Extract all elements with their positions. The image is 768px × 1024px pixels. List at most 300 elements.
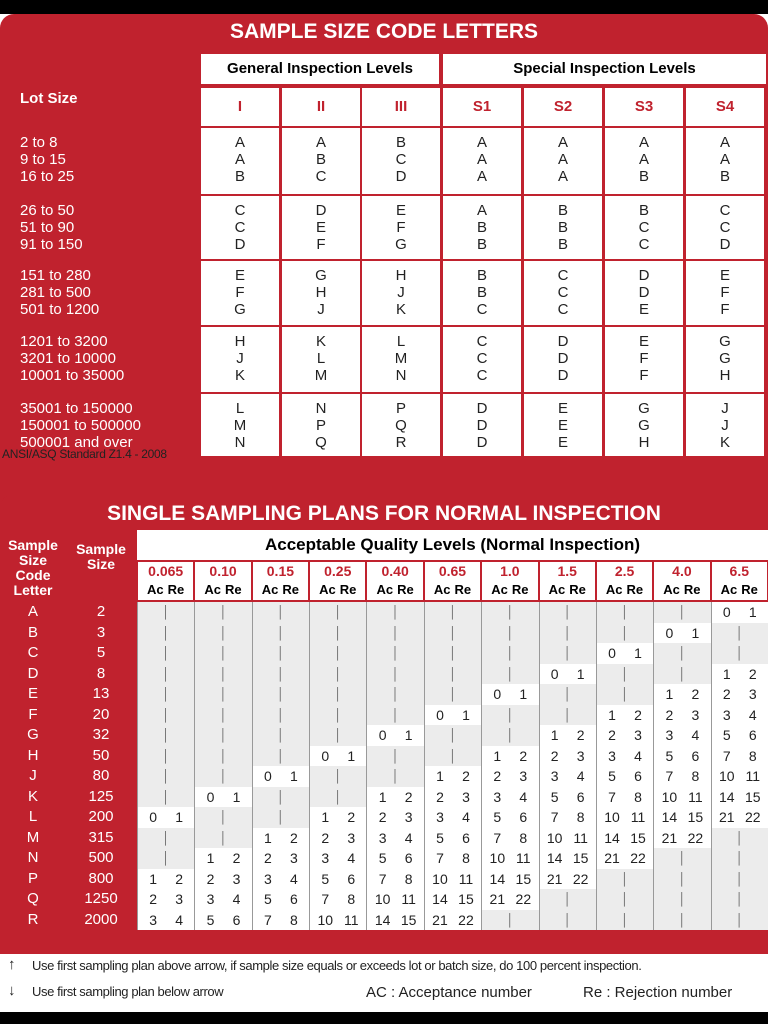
rejection-number: 1 [232, 788, 241, 805]
aql-value: 0.25 [310, 562, 365, 580]
code-letter: D [476, 417, 488, 434]
aql-value: 1.5 [540, 562, 595, 580]
acceptance-number: 14 [374, 911, 391, 928]
down-arrow-icon: │ [219, 625, 228, 640]
acceptance-number: 7 [665, 768, 674, 784]
arrow-region [367, 664, 423, 685]
code-letter: M [394, 350, 408, 367]
ac-label: Ac [319, 582, 336, 597]
acceptance-number: 0 [665, 624, 674, 641]
ac-re-header [310, 580, 365, 600]
plan-cell [253, 869, 309, 890]
ac-number [427, 830, 479, 846]
ac-number [370, 727, 422, 743]
down-arrow-icon: │ [219, 769, 228, 783]
sample-size: 13 [92, 685, 110, 702]
code-letter-cell [443, 394, 521, 456]
plan-cell [367, 869, 423, 890]
arrow-region [425, 664, 481, 685]
aql-header: Acceptable Quality Levels (Normal Inspection) [137, 530, 768, 560]
code-letter: G [315, 267, 327, 284]
acceptance-number: 1 [493, 747, 502, 764]
code-letter: D [557, 333, 569, 350]
arrow-region [195, 725, 251, 746]
code-letter: D [315, 202, 327, 219]
plan-cell [540, 807, 596, 828]
arrow-region [482, 725, 538, 746]
ac-number [484, 871, 536, 887]
up-arrow-icon: │ [678, 871, 687, 886]
re-label: Re [225, 582, 242, 597]
acceptance-number: 1 [321, 809, 330, 825]
acceptance-number: 3 [550, 768, 559, 784]
ac-number [599, 727, 651, 743]
down-arrow-icon: │ [162, 748, 170, 763]
plan-cell [425, 869, 481, 890]
ac-number [484, 789, 536, 805]
code-letter: L [316, 350, 326, 367]
code-letter-cell [686, 327, 764, 392]
code-letter: Q [27, 890, 39, 907]
acceptance-number: 3 [722, 706, 731, 723]
notes [0, 952, 768, 1010]
down-arrow-icon: │ [391, 605, 400, 619]
sample-size: 125 [88, 787, 114, 805]
down-arrow-icon: │ [736, 646, 744, 660]
plan-cell [253, 828, 309, 849]
arrow-region [425, 623, 481, 644]
rejection-number: 4 [289, 870, 298, 887]
code-letter: B [27, 623, 38, 641]
arrow-region [654, 869, 710, 890]
arrow-region [138, 848, 194, 869]
plan-cell [425, 910, 481, 931]
rejection-number: 2 [289, 829, 298, 846]
lot-size-group [0, 202, 198, 265]
code-letter-cell [524, 394, 602, 456]
code-letter-cell [282, 261, 360, 325]
rejection-number: 2 [347, 809, 356, 825]
acceptance-number: 2 [263, 850, 272, 866]
rejection-number: 11 [688, 788, 703, 805]
arrow-region [712, 869, 768, 890]
lot-size-range: 9 to 15 [20, 151, 66, 168]
rejection-number: 4 [634, 747, 642, 764]
ac-re-header [195, 580, 250, 600]
lot-size-group [0, 267, 198, 331]
ac-number [714, 666, 766, 682]
acceptance-number: 5 [263, 891, 272, 907]
aql-value: 1.0 [482, 562, 537, 580]
code-letter: E [315, 219, 326, 236]
acceptance-number: 5 [206, 911, 215, 928]
ac-label: Ac [433, 582, 451, 597]
up-arrow-icon: │ [678, 646, 687, 660]
code-letter-cell [362, 128, 440, 194]
arrow-region [540, 889, 596, 910]
plan-cell [654, 766, 710, 787]
down-arrow-icon: │ [506, 605, 515, 619]
acceptance-number: 10 [432, 870, 448, 887]
plan-cell [597, 807, 653, 828]
arrow-region [195, 766, 251, 787]
arrow-region [310, 705, 366, 726]
standard-note: ANSI/ASQ Standard Z1.4 - 2008 [2, 447, 167, 461]
lot-size-group [0, 134, 198, 200]
rejection-number: 22 [630, 850, 646, 866]
plan-cell [310, 848, 366, 869]
code-letter: B [638, 202, 649, 219]
up-arrow-icon: │ [736, 851, 744, 865]
ac-re-header [138, 580, 193, 600]
acceptance-number: 3 [436, 809, 444, 825]
code-letter: H [27, 746, 39, 764]
ac-number [312, 912, 364, 928]
level-header: III [362, 88, 440, 126]
arrow-region [253, 746, 309, 767]
plan-cell [654, 623, 710, 644]
code-letter: D [395, 168, 407, 185]
plan-cell [195, 848, 251, 869]
ac-number [198, 789, 250, 805]
down-arrow-icon: │ [506, 646, 515, 660]
plan-cell [597, 705, 653, 726]
ac-number [542, 809, 594, 825]
code-letter-cell [524, 196, 602, 259]
sample-size-column [68, 602, 134, 930]
acceptance-number: 21 [489, 891, 506, 907]
rejection-number: 8 [519, 829, 528, 846]
plan-cell [597, 787, 653, 808]
code-letter: E [27, 685, 38, 702]
code-letter: R [395, 434, 407, 451]
ac-re-header [482, 580, 537, 600]
code-letter: K [395, 301, 406, 318]
code-letter-cell [686, 196, 764, 259]
sample-size: 32 [92, 726, 110, 743]
ac-number [714, 604, 766, 620]
down-arrow-icon: │ [391, 769, 400, 783]
rejection-number: 2 [748, 665, 757, 682]
acceptance-number: 10 [718, 768, 735, 784]
rejection-number: 6 [748, 727, 757, 743]
down-arrow-icon: │ [391, 625, 400, 640]
plan-cell [138, 889, 194, 910]
rejection-number: 4 [576, 768, 585, 784]
down-arrow-icon: │ [334, 646, 342, 660]
rejection-number: 3 [462, 788, 470, 805]
lot-size-range: 2 to 8 [20, 134, 58, 151]
acceptance-number: 10 [661, 788, 678, 805]
code-letter-cell [686, 128, 764, 194]
ac-number [542, 850, 594, 866]
ac-number [140, 891, 192, 907]
up-arrow-icon: │ [678, 912, 687, 927]
rejection-number: 3 [404, 809, 413, 825]
rejection-number: 1 [519, 686, 528, 702]
level-header: II [282, 88, 360, 126]
arrow-region [597, 664, 653, 685]
up-arrow-icon: │ [277, 789, 285, 804]
ac-number [484, 809, 536, 825]
down-arrow-icon: │ [219, 830, 228, 845]
arrow-region [540, 623, 596, 644]
up-arrow-icon: │ [563, 912, 572, 927]
arrow-region [367, 705, 423, 726]
code-letter: E [719, 267, 730, 284]
ac-re-header [253, 580, 308, 600]
ac-number [542, 727, 594, 743]
arrow-region [253, 684, 309, 705]
ac-number [370, 912, 422, 928]
down-arrow-icon: │ [563, 646, 572, 660]
rejection-number: 2 [404, 788, 413, 805]
acceptance-number: 21 [718, 809, 735, 825]
acceptance-number: 0 [550, 665, 559, 682]
down-arrow-icon: │ [162, 666, 170, 681]
re-label: Re [282, 582, 300, 597]
arrow-region [310, 643, 366, 664]
plan-cell [367, 787, 423, 808]
code-letter: C [476, 301, 488, 318]
ac-number [542, 830, 594, 846]
code-letter: A [476, 168, 487, 185]
code-letter: A [719, 134, 730, 151]
acceptance-number: 5 [722, 727, 731, 743]
code-letter: E [557, 417, 568, 434]
code-letter: B [476, 219, 487, 236]
up-arrow-icon: │ [621, 912, 629, 927]
code-letter: D [638, 267, 650, 284]
acceptance-number: 1 [722, 665, 731, 682]
ac-number [370, 871, 422, 887]
acceptance-number: 21 [546, 870, 563, 887]
lot-size-range: 26 to 50 [20, 202, 75, 219]
arrow-region [310, 787, 366, 808]
plan-cell [310, 869, 366, 890]
down-arrow-icon: │ [678, 666, 687, 681]
plan-cell [310, 828, 366, 849]
up-arrow-icon: │ [736, 871, 744, 886]
acceptance-number: 5 [436, 829, 444, 846]
ac-re-header [597, 580, 652, 600]
lot-size-range: 500001 and over [20, 434, 133, 451]
code-letter: H [719, 367, 731, 384]
code-letter-cell [605, 128, 683, 194]
sample-size: 1250 [84, 890, 118, 907]
ac-number [484, 768, 536, 784]
acceptance-number: 10 [546, 829, 563, 846]
plan-cell [482, 684, 538, 705]
down-arrow-icon: │ [277, 707, 285, 722]
plan-cell [654, 787, 710, 808]
rejection-number: 4 [691, 727, 700, 743]
acceptance-number: 7 [436, 850, 444, 866]
code-letter-cell [362, 327, 440, 392]
rejection-number: 11 [573, 829, 588, 846]
plan-cell [540, 664, 596, 685]
code-letter: H [315, 284, 327, 301]
aql-value: 0.40 [367, 562, 422, 580]
code-letter: B [557, 202, 568, 219]
arrow-region [195, 705, 251, 726]
ac-label: Ac [204, 582, 222, 597]
plan-cell [310, 910, 366, 931]
up-arrow-icon: │ [678, 851, 687, 865]
ac-number [714, 768, 766, 784]
rejection-number: 6 [691, 747, 700, 764]
rejection-number: 4 [232, 891, 241, 907]
rejection-number: 3 [634, 727, 642, 743]
acceptance-number: 0 [378, 727, 387, 743]
rejection-number: 1 [748, 604, 757, 620]
code-letter: G [638, 400, 650, 417]
plan-cell [310, 889, 366, 910]
ac-number [427, 789, 479, 805]
code-letter: B [395, 134, 406, 151]
acceptance-number: 5 [665, 747, 674, 764]
arrow-region [482, 910, 538, 931]
down-arrow-icon: │ [277, 625, 285, 640]
rejection-number: 3 [232, 870, 241, 887]
plan-cell [425, 787, 481, 808]
code-letter-cell [524, 327, 602, 392]
re-label: Re [339, 582, 357, 597]
arrow-region [253, 602, 309, 623]
ac-number [198, 891, 250, 907]
rejection-number: 1 [175, 809, 184, 825]
code-letter: G [719, 350, 731, 367]
code-letter: K [315, 333, 326, 350]
rejection-number: 6 [289, 891, 298, 907]
note-up: Use first sampling plan above arrow, if sample size equals or exceeds lot or batch size, do 100 percent inspection. [32, 958, 642, 973]
rejection-number: 8 [289, 911, 298, 928]
plan-cell [310, 807, 366, 828]
code-letter: M [26, 828, 40, 846]
acceptance-number: 0 [149, 809, 158, 825]
code-letter: A [234, 151, 245, 168]
up-arrow-icon: │ [506, 912, 515, 927]
rejection-number: 15 [515, 870, 532, 887]
plan-cell [654, 746, 710, 767]
arrow-region [195, 746, 251, 767]
code-letter: C [638, 236, 650, 253]
acceptance-number: 10 [374, 891, 391, 907]
ac-label: Ac [605, 582, 623, 597]
arrow-region [253, 725, 309, 746]
acceptance-number: 1 [608, 706, 616, 723]
up-arrow-icon: │ [563, 892, 572, 906]
up-arrow-icon: │ [162, 830, 170, 845]
acceptance-number: 1 [149, 870, 158, 887]
up-arrow-icon: │ [334, 769, 342, 783]
code-letter: C [476, 333, 488, 350]
plan-cell [597, 828, 653, 849]
down-arrow-icon: ↓ [8, 982, 16, 999]
rejection-number: 1 [462, 706, 470, 723]
arrow-region [138, 746, 194, 767]
code-letter: Q [315, 434, 327, 451]
ac-number [714, 727, 766, 743]
down-arrow-icon: │ [277, 810, 285, 824]
ac-number [656, 809, 708, 825]
arrow-region [482, 602, 538, 623]
arrow-region [712, 889, 768, 910]
re-label: Re [454, 582, 472, 597]
down-arrow-icon: │ [391, 687, 400, 701]
acceptance-number: 5 [378, 850, 387, 866]
code-letter: C [557, 284, 569, 301]
acceptance-number: 5 [321, 870, 330, 887]
down-arrow-icon: │ [162, 605, 170, 619]
code-letter: C [557, 267, 569, 284]
acceptance-number: 0 [263, 768, 272, 784]
code-letter-cell [201, 128, 279, 194]
arrow-region [195, 602, 251, 623]
arrow-region [425, 643, 481, 664]
down-arrow-icon: │ [621, 687, 629, 701]
acceptance-number: 3 [321, 850, 330, 866]
plan-cell [597, 766, 653, 787]
acceptance-number: 14 [718, 788, 735, 805]
acceptance-number: 3 [665, 727, 674, 743]
acceptance-number: 3 [608, 747, 616, 764]
plan-cell [540, 787, 596, 808]
arrow-region [712, 643, 768, 664]
code-letter: A [476, 151, 487, 168]
ac-number [542, 871, 594, 887]
rejection-number: 1 [289, 768, 298, 784]
ac-number [312, 748, 364, 764]
code-letter-cell [605, 196, 683, 259]
rejection-number: 6 [576, 788, 585, 805]
rejection-number: 8 [576, 809, 585, 825]
arrow-region [138, 684, 194, 705]
note-down: Use first sampling plan below arrow [32, 984, 224, 999]
rejection-number: 22 [687, 829, 704, 846]
ac-label: Ac [147, 582, 164, 597]
plan-cell [597, 848, 653, 869]
plan-cell [482, 787, 538, 808]
arrow-region [138, 828, 194, 849]
arrow-region [253, 623, 309, 644]
code-letter: K [234, 367, 245, 384]
acceptance-number: 7 [550, 809, 559, 825]
acceptance-number: 21 [432, 911, 448, 928]
rejection-number: 22 [572, 870, 589, 887]
code-letter: K [719, 434, 730, 451]
ac-number [140, 809, 192, 825]
re-label: Re [569, 582, 586, 597]
plan-cell [482, 889, 538, 910]
ac-number [542, 768, 594, 784]
level-header: S1 [443, 88, 521, 126]
plan-cell [482, 869, 538, 890]
level-header: S4 [686, 88, 764, 126]
code-letter: J [236, 350, 244, 367]
ac-re-header [540, 580, 595, 600]
sample-size: 2000 [84, 910, 118, 928]
acceptance-number: 2 [206, 870, 215, 887]
code-letter-cell [201, 196, 279, 259]
code-letter: P [315, 417, 326, 434]
code-letter: D [719, 236, 731, 253]
acceptance-number: 7 [321, 891, 330, 907]
ac-number [198, 871, 250, 887]
up-arrow-icon: │ [678, 892, 687, 906]
acceptance-number: 10 [604, 809, 620, 825]
code-letter: F [28, 705, 38, 723]
